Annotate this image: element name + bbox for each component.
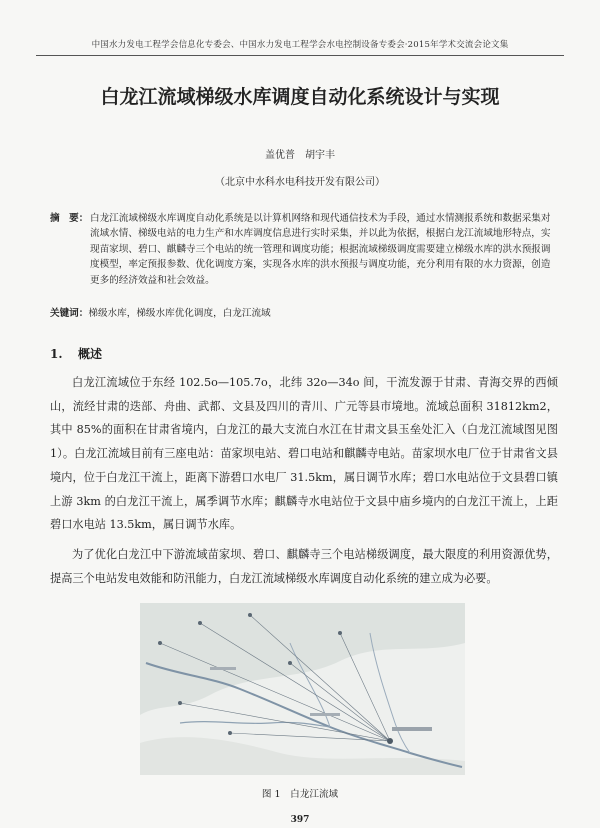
station-marker xyxy=(288,661,292,665)
map-label-mark xyxy=(310,713,340,716)
map-label-mark xyxy=(392,727,432,731)
station-marker xyxy=(387,738,393,744)
station-marker xyxy=(158,641,162,645)
keywords-text: 梯级水库，梯级水库优化调度，白龙江流域 xyxy=(88,308,271,319)
body-paragraph-1: 白龙江流域位于东经 102.5o—105.7o，北纬 32o—34o 间，干流发源于甘肃、青海交界的西倾山，流经甘肃的迭部、舟曲、武都、文县及四川的青川、广元等县市境地。流域总面积 31812km2，其中 85%的面积在甘肃省境内，白龙江的最大支流白水江在甘肃文县玉垒处汇入（白龙江流域图见图 1）。白龙江流域目前有三座电站：苗家坝电站、碧口电站和麒麟寺电站。苗家坝水电厂位于甘肃省文县境内，位于白龙江干流上，距离下游碧口水电厂 31.5km，属日调节水库；碧口水电站位于文县碧口镇上游 3km 的白龙江干流上，属季调节水库；麒麟寺水电站位于文县中庙乡境内的白龙江干流上，上距碧口水电站 13.5km，属日调节水库。 xyxy=(50,376,558,532)
page-number: 397 xyxy=(290,815,310,825)
station-marker xyxy=(198,621,202,625)
section-title: 概述 xyxy=(78,347,103,361)
paper-title: 白龙江流域梯级水库调度自动化系统设计与实现 xyxy=(100,86,500,108)
station-marker xyxy=(228,731,232,735)
abstract xyxy=(50,211,560,288)
keywords-label: 关键词： xyxy=(50,308,89,319)
keywords xyxy=(50,305,560,319)
header-rule xyxy=(36,55,564,56)
section-heading xyxy=(50,345,102,362)
figure-caption: 图 1 白龙江流域 xyxy=(261,789,339,800)
abstract-text: 白龙江流域梯级水库调度自动化系统是以计算机网络和现代通信技术为手段，通过水情测报系统和数据采集对流域水情、梯级电站的电力生产和水库调度信息进行实时采集，并以此为依据，根据白龙江流域地形特点，实现苗家坝、碧口、麒麟寺三个电站的统一管理和调度功能；根据流域梯级调度需要建立梯级水库的洪水预报调度模型，率定预报参数、优化调度方案，实现各水库的洪水预报与调度功能，充分利用有限的水力资源，创造更多的经济效益和社会效益。 xyxy=(90,213,551,286)
affiliation: （北京中水科水电科技开发有限公司） xyxy=(215,177,385,188)
body-paragraph-2: 为了优化白龙江中下游流域苗家坝、碧口、麒麟寺三个电站梯级调度，最大限度的利用资源优势，提高三个电站发电效能和防汛能力，白龙江流域梯级水库调度自动化系统的建立成为必要。 xyxy=(50,548,558,585)
map-label-mark xyxy=(210,667,236,670)
station-marker xyxy=(248,613,252,617)
running-head: 中国水力发电工程学会信息化专委会、中国水力发电工程学会水电控制设备专委会·2015年学术交流会论文集 xyxy=(91,40,509,50)
abstract-label: 摘 要： xyxy=(50,213,89,224)
station-marker xyxy=(178,701,182,705)
basin-map-figure xyxy=(140,603,465,775)
station-marker xyxy=(338,631,342,635)
section-number: 1. xyxy=(50,347,63,361)
authors: 盖优普 胡宇丰 xyxy=(265,150,335,161)
